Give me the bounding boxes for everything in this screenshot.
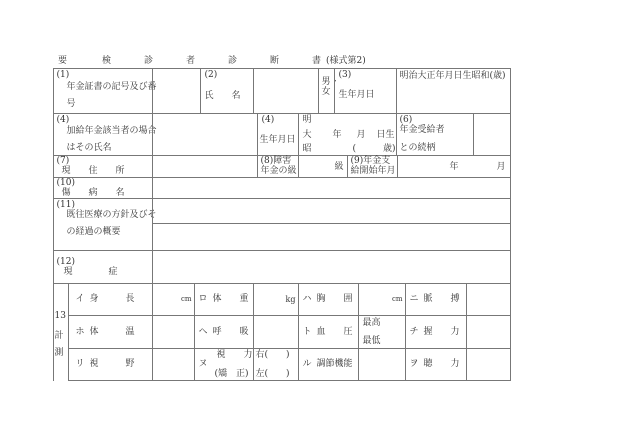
year-unit: 年 — [332, 129, 342, 140]
blood-pressure-field[interactable] — [358, 315, 406, 349]
label: 号 — [66, 98, 76, 109]
title-char: 診 — [228, 56, 238, 66]
accommodation-label — [298, 348, 359, 381]
kana: ハ — [302, 293, 312, 304]
pension-start-label-cell — [347, 155, 398, 178]
label: 脈 搏 — [423, 293, 460, 304]
label: 調節機能 — [316, 358, 353, 369]
label: 生年月日 — [338, 89, 375, 100]
kana: ヘ — [198, 326, 208, 337]
disability-grade-field[interactable] — [298, 155, 348, 178]
birthdate-field[interactable] — [396, 68, 511, 114]
vision-field[interactable] — [253, 348, 299, 381]
label: 年金の級 — [260, 165, 297, 176]
item-number: (9)年金支 — [350, 155, 391, 166]
birthdate-text: 明治大正年月日生昭和(歳) — [399, 70, 506, 81]
history-field[interactable] — [152, 198, 511, 224]
grip-field[interactable] — [466, 315, 511, 349]
dependent-name-field[interactable] — [152, 113, 258, 156]
measurement-label-cell — [53, 283, 69, 381]
history-label-cell — [53, 198, 157, 251]
kana: ホ — [75, 326, 85, 337]
title-char: 書 — [312, 56, 322, 66]
temperature-field[interactable] — [152, 315, 195, 349]
kana: イ — [75, 293, 85, 304]
item-number: (4) — [261, 114, 275, 125]
era: 明 — [302, 114, 312, 125]
day-unit: 日生 — [376, 129, 395, 140]
sex-options: 男・女 — [321, 76, 340, 97]
item-number: (8)障害 — [260, 155, 292, 166]
age-unit: ( 歳) — [352, 143, 396, 154]
visual-field-label — [68, 348, 153, 381]
label: 加給年金該当者の場合 — [66, 125, 157, 136]
accommodation-field[interactable] — [358, 348, 406, 381]
weight-label — [194, 283, 254, 316]
name-label-cell — [200, 68, 254, 114]
address-label-cell — [53, 155, 153, 178]
label: 年金受給者 — [399, 124, 445, 135]
item-number: (10) — [56, 177, 75, 188]
kana: リ — [75, 358, 85, 369]
dependent-birth-field[interactable] — [298, 113, 397, 156]
label: 給開始年月 — [350, 165, 396, 176]
current-condition-field[interactable] — [152, 250, 511, 284]
title-char: 断 — [270, 56, 280, 66]
grade-unit: 級 — [334, 161, 344, 172]
label: 視 野 — [89, 358, 135, 369]
pulse-field[interactable] — [466, 283, 511, 316]
respiration-field[interactable] — [253, 315, 299, 349]
month-unit: 月 — [496, 161, 506, 172]
unit: cm — [180, 294, 192, 303]
label: 計 — [54, 330, 64, 341]
year-unit: 年 — [449, 161, 459, 172]
kana: ロ — [198, 293, 208, 304]
kana: ル — [302, 358, 312, 369]
kana: チ — [409, 326, 419, 337]
item-number: (11) — [56, 199, 75, 210]
bp-high-label: 最高 — [362, 317, 381, 328]
label: 氏 名 — [204, 90, 241, 101]
bp-low-label: 最低 — [362, 335, 381, 346]
relationship-field[interactable] — [473, 113, 511, 156]
birthdate-label-cell — [334, 68, 397, 114]
blood-pressure-label — [298, 315, 359, 349]
label: の経過の概要 — [66, 226, 121, 237]
item-number: (7) — [56, 155, 70, 166]
vision-label — [194, 348, 254, 381]
weight-field[interactable] — [253, 283, 299, 316]
label: はその氏名 — [66, 142, 112, 153]
label: 体 温 — [89, 326, 135, 337]
month-unit: 月 — [356, 129, 366, 140]
dependent-birth-label-cell — [257, 113, 299, 156]
label: 現 症 — [63, 266, 118, 277]
pension-start-field[interactable] — [397, 155, 511, 178]
pension-number-label-cell — [53, 68, 157, 114]
label: 聴 力 — [423, 358, 460, 369]
pension-number-field[interactable] — [152, 68, 201, 114]
unit: cm — [391, 294, 403, 303]
hearing-label — [405, 348, 467, 381]
label: 胸 囲 — [316, 293, 353, 304]
address-field[interactable] — [152, 155, 258, 178]
pulse-label — [405, 283, 467, 316]
item-number: (1) — [56, 69, 70, 80]
right-eye: 右( ) — [255, 349, 290, 360]
height-field[interactable] — [152, 283, 195, 316]
disability-grade-label-cell — [257, 155, 299, 178]
history-field-2[interactable] — [152, 223, 511, 251]
sex-field[interactable] — [318, 68, 340, 114]
item-number: (6) — [399, 114, 413, 125]
label: 血 圧 — [316, 326, 353, 337]
item-number: (4) — [56, 114, 70, 125]
label: との続柄 — [399, 142, 436, 153]
relationship-label-cell — [396, 113, 474, 156]
disease-name-label-cell — [53, 177, 153, 199]
item-number: 13 — [54, 310, 66, 321]
respiration-label — [194, 315, 254, 349]
label: 既往医療の方針及びそ — [66, 209, 157, 220]
label: 生年月日 — [259, 134, 296, 145]
label: 測 — [54, 347, 64, 358]
temperature-label — [68, 315, 153, 349]
label: 傷 病 名 — [61, 187, 125, 198]
name-field[interactable] — [253, 68, 319, 114]
height-label — [68, 283, 153, 316]
title-char: 診 — [144, 56, 154, 66]
label: 視 力 — [216, 349, 253, 360]
hearing-field[interactable] — [466, 348, 511, 381]
label: 年金証書の記号及び番 — [66, 81, 157, 92]
title-char: 検 — [102, 56, 112, 66]
title-char: 要 — [58, 56, 68, 66]
left-eye: 左( ) — [255, 368, 290, 379]
dependent-name-label-cell — [53, 113, 157, 156]
kana: ト — [302, 326, 312, 337]
label: 現 住 所 — [61, 165, 125, 176]
label: 握 力 — [423, 326, 460, 337]
kana: ニ — [409, 293, 419, 304]
chest-field[interactable] — [358, 283, 406, 316]
label: 体 重 — [212, 293, 249, 304]
current-condition-label-cell — [53, 250, 153, 284]
chest-label — [298, 283, 359, 316]
visual-field-field[interactable] — [152, 348, 195, 381]
era: 昭 — [302, 143, 312, 154]
kana: ヲ — [409, 358, 419, 369]
disease-name-field[interactable] — [152, 177, 511, 199]
kana: ヌ — [198, 358, 208, 369]
item-number: (2) — [204, 69, 218, 80]
unit: kg — [285, 294, 296, 304]
item-number: (12) — [56, 256, 75, 267]
label: (矯 正) — [214, 368, 249, 379]
form-number: (様式第2) — [326, 56, 366, 66]
label: 身 長 — [89, 293, 135, 304]
grip-label — [405, 315, 467, 349]
era: 大 — [302, 129, 312, 140]
item-number: (3) — [338, 69, 352, 80]
title-char: 者 — [186, 56, 196, 66]
label: 呼 吸 — [212, 326, 249, 337]
